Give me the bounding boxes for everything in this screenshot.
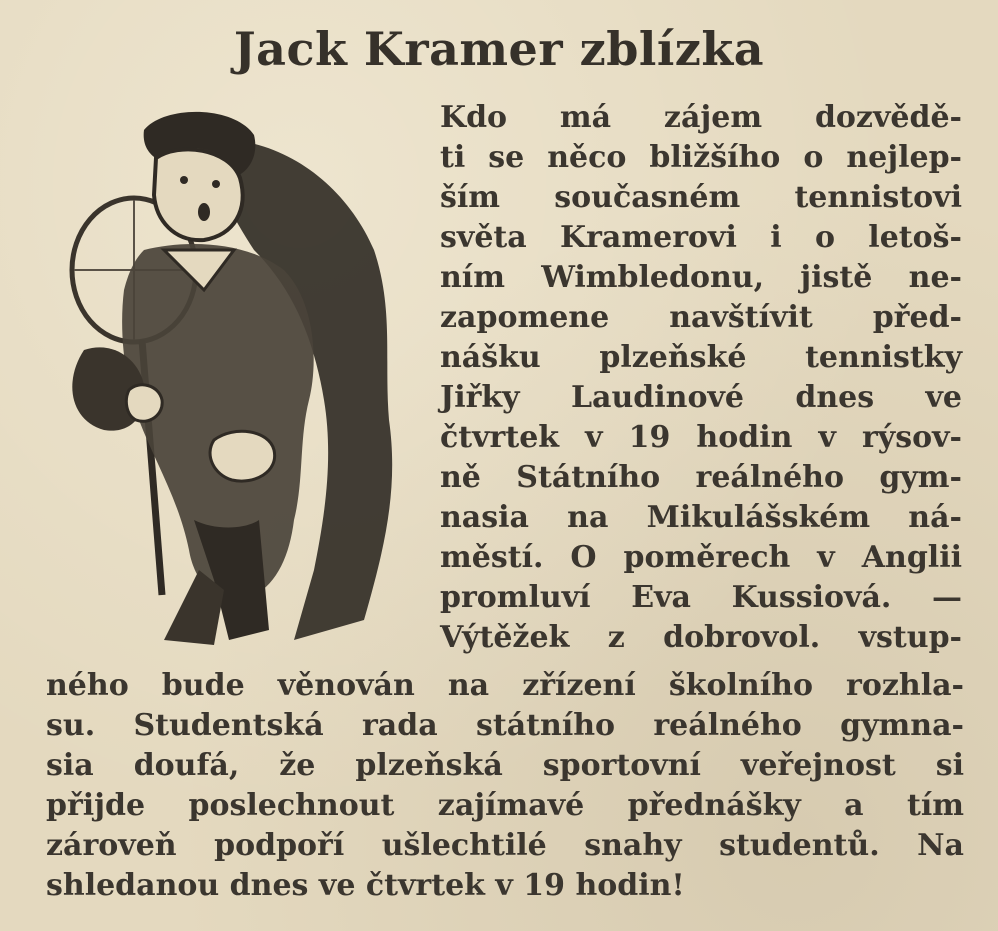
article-line: ně Státního reálného gym- [440, 460, 962, 495]
article-title: Jack Kramer zblízka [233, 22, 765, 76]
article-line: su. Studentská rada státního reálného gymna- [46, 708, 964, 743]
article-line: nášku plzeňské tennistky [440, 340, 962, 375]
article-line: ného bude věnován na zřízení školního rozhla- [46, 668, 964, 703]
article-line: přijde poslechnout zajímavé přednášky a tím [46, 788, 964, 823]
article-line: sia doufá, že plzeňská sportovní veřejnost si [46, 748, 964, 783]
left-hand [126, 385, 162, 422]
mouth [198, 203, 210, 221]
article-line: ším současném tennistovi [440, 180, 962, 215]
eye [180, 176, 188, 184]
right-hand [210, 431, 275, 481]
article-line: Kdo má zájem dozvědě- [440, 100, 962, 135]
article-line: Výtěžek z dobrovol. vstup- [440, 620, 962, 655]
article-line: světa Kramerovi i o letoš- [440, 220, 962, 255]
article-line: nasia na Mikulášském ná- [440, 500, 962, 535]
article-line: čtvrtek v 19 hodin v rýsov- [440, 420, 962, 455]
face-shape [154, 149, 243, 240]
article-line: zároveň podpoří ušlechtilé snahy studentů. Na [46, 828, 964, 863]
tennis-player-illustration [44, 100, 424, 645]
article-line: Jiřky Laudinové dnes ve [440, 380, 962, 415]
article-line: promluví Eva Kussiová. — [440, 580, 962, 615]
eye [212, 180, 220, 188]
article-line: ti se něco bližšího o nejlep- [440, 140, 962, 175]
article-line: městí. O poměrech v Anglii [440, 540, 962, 575]
article-line: ním Wimbledonu, jistě ne- [440, 260, 962, 295]
article-line: zapomene navštívit před- [440, 300, 962, 335]
article-line: shledanou dnes ve čtvrtek v 19 hodin! [46, 868, 685, 903]
